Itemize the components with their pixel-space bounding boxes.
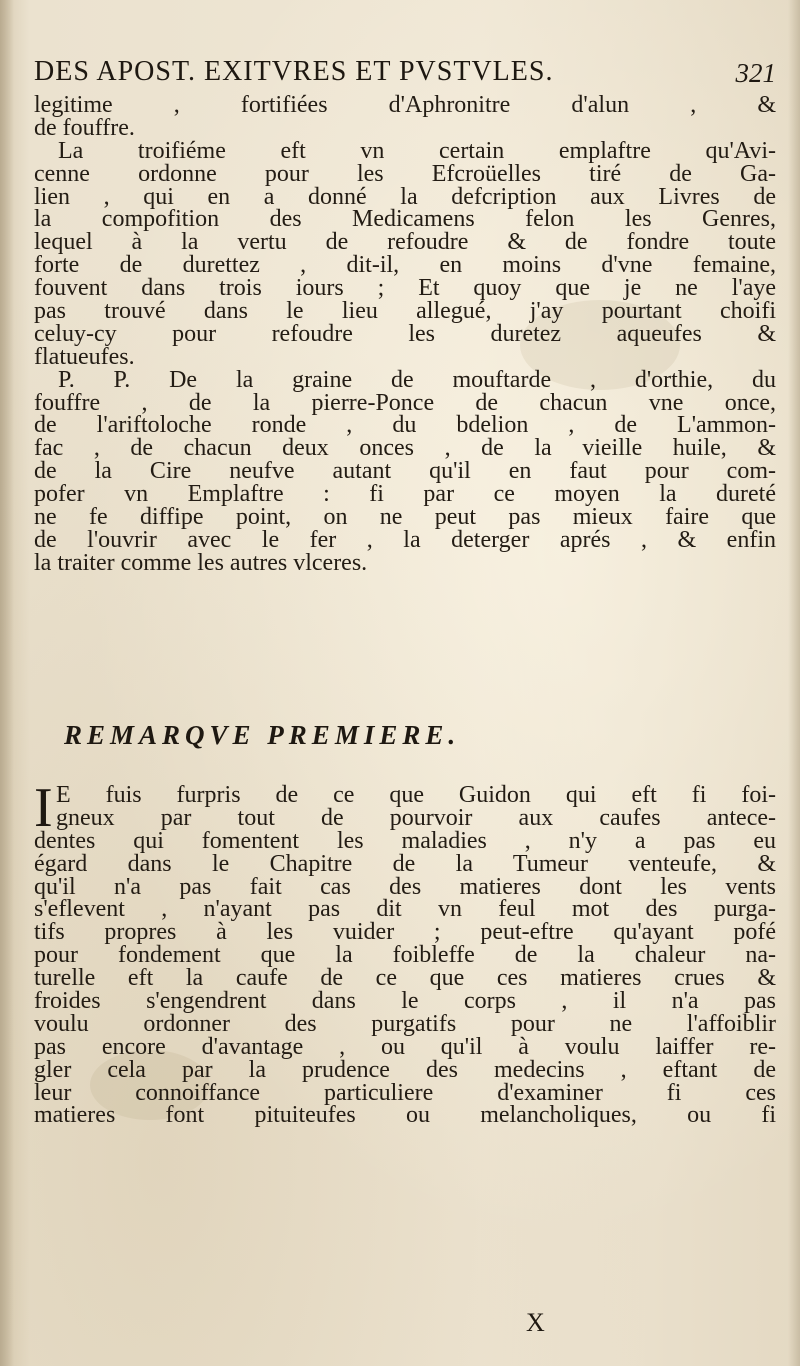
- text-line: turelle eft la caufe de ce que ces matieres crues &: [34, 965, 776, 992]
- text-block-1: [34, 94, 776, 575]
- text-line: gler cela par la prudence des medecins , eftant de: [34, 1056, 776, 1083]
- page-number: 321: [735, 58, 776, 88]
- running-header: [34, 56, 776, 94]
- text-line: E fuis furpris de ce que Guidon qui eft fi foi-: [56, 782, 776, 808]
- text-block-2: [34, 777, 776, 1129]
- text-line: fouffre , de la pierre-Ponce de chacun vne once,: [34, 389, 776, 416]
- text-line: de fouffre.: [34, 114, 135, 141]
- text-line: de l'ouvrir avec le fer , la deterger aprés , & enfin: [34, 526, 776, 553]
- text-line: qu'il n'a pas fait cas des matieres dont les vents: [34, 873, 776, 900]
- text-line: tifs propres à les vuider ; peut-eftre qu'ayant pofé: [34, 919, 776, 946]
- text-line: matieres font pituiteufes ou melancholiques, ou fi: [34, 1102, 776, 1129]
- dropcap-container: [34, 777, 776, 839]
- text-line: P. P. De la graine de mouftarde , d'orthie, du: [58, 366, 776, 393]
- text-line: lequel à la vertu de refoudre & de fondre toute: [34, 229, 776, 256]
- text-line: pas trouvé dans le lieu allegué, j'ay pourtant choifi: [34, 298, 776, 325]
- text-line: pour fondement que la foibleffe de la chaleur na-: [34, 942, 776, 969]
- section-heading: REMARQVE PREMIERE.: [64, 720, 461, 750]
- text-line: la traiter comme les autres vlceres.: [34, 549, 368, 576]
- signature-mark: X: [526, 1308, 545, 1337]
- text-line: froides s'engendrent dans le corps , il n'a pas: [34, 988, 776, 1015]
- page-gutter-shadow: [0, 0, 14, 1366]
- text-line: voulu ordonner des purgatifs pour ne l'affoiblir: [34, 1010, 776, 1037]
- text-line: La troifiéme eft vn certain emplaftre qu'Avi-: [58, 137, 776, 164]
- text-line: leur connoiffance particuliere d'examiner fi ces: [34, 1079, 776, 1106]
- dropcap-letter: I: [34, 777, 53, 839]
- text-line: de la Cire neufve autant qu'il en faut pour com-: [34, 458, 776, 485]
- text-line: celuy-cy pour refoudre les duretez aqueufes &: [34, 320, 776, 347]
- text-line: dentes qui fomentent les maladies , n'y a pas eu: [34, 827, 776, 854]
- text-line: gneux par tout de pourvoir aux caufes antece-: [56, 804, 776, 831]
- text-line: forte de durettez , dit-il, en moins d'vne femaine,: [34, 252, 776, 279]
- text-line: fac , de chacun deux onces , de la vieille huile, &: [34, 435, 776, 462]
- text-line: lien , qui en a donné la defcription aux Livres de: [34, 183, 776, 210]
- text-line: pas encore d'avantage , ou qu'il à voulu laiffer re-: [34, 1033, 776, 1060]
- text-line: égard dans le Chapitre de la Tumeur venteufe, &: [34, 850, 776, 877]
- text-line: pofer vn Emplaftre : fi par ce moyen la dureté: [34, 481, 776, 508]
- text-line: ne fe diffipe point, on ne peut pas mieux faire que: [34, 504, 776, 531]
- text-line: de l'ariftoloche ronde , du bdelion , de L'ammon-: [34, 412, 776, 439]
- text-line: la compofition des Medicamens felon les Genres,: [34, 206, 776, 233]
- text-line: s'eflevent , n'ayant pas dit vn feul mot des purga-: [34, 896, 776, 923]
- text-line: fouvent dans trois iours ; Et quoy que je ne l'aye: [34, 275, 776, 302]
- text-line: flatueufes.: [34, 343, 135, 370]
- running-head-title: DES APOST. EXITVRES ET PVSTVLES.: [34, 56, 554, 87]
- page-edge-shadow: [788, 0, 800, 1366]
- text-line: cenne ordonne pour les Efcroüelles tiré de Ga-: [34, 160, 776, 187]
- text-line: legitime , fortifiées d'Aphronitre d'alun , &: [34, 92, 776, 118]
